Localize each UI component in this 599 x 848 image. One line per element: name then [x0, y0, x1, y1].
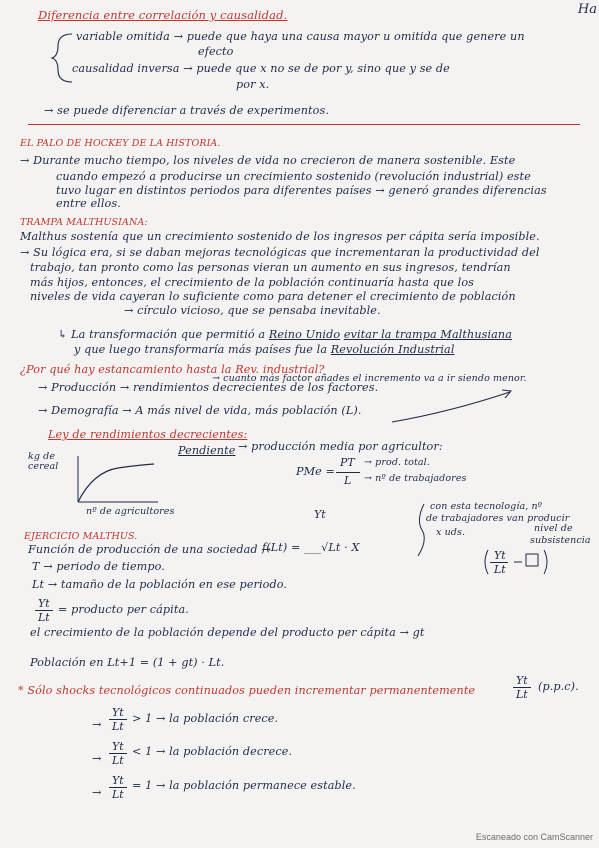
production-function-text: Función de producción de una sociedad → [28, 543, 271, 556]
malthus-text-4: más hijos, entonces, el crecimiento de la población continuaría hasta que los [30, 276, 474, 289]
l-denominator: L [344, 474, 352, 487]
l-definition: → nº de trabajadores [364, 473, 467, 484]
production-text: → Producción → rendimientos decrecientes de los factores. [38, 381, 379, 394]
brace-note-2: de trabajadores van producir [426, 513, 570, 524]
malthus-text-2: → Su lógica era, si se daban mejoras tecnológicas que incrementaran la productividad del [20, 246, 540, 259]
section-title-hockey: EL PALO DE HOCKEY DE LA HISTORIA. [20, 138, 221, 149]
reverse-causality-text-cont: por x. [236, 78, 270, 91]
malthus-text-3: trabajo, tan pronto como las personas vieran un aumento en sus ingresos, tendrían [30, 261, 511, 274]
star-ppc-text: (p.p.c). [538, 680, 579, 693]
fraction-bar [336, 472, 360, 473]
result3-denominator: Lt [112, 788, 124, 801]
arrow-result-1: → [92, 718, 102, 731]
section-title-diminishing: Ley de rendimientos decrecientes: [48, 428, 248, 441]
industrial-revolution-text: Revolución Industrial [330, 343, 455, 356]
pme-label: PMe = [296, 465, 336, 478]
stagnation-question: ¿Por qué hay estancamiento hasta la Rev. industrial? [20, 363, 325, 376]
arrow-result-2: → [92, 752, 102, 765]
scanner-watermark: Escaneado con CamScanner [475, 832, 593, 842]
population-next-period-text: Población en Lt+1 = (1 + gt) · Lt. [30, 656, 225, 669]
brace-note-1: con esta tecnología, nº [430, 501, 543, 512]
pt-numerator: PT [340, 456, 355, 469]
demography-text: → Demografía → A más nivel de vida, más población (L). [38, 404, 362, 417]
per-capita-denominator: Lt [38, 611, 50, 624]
result1-numerator: Yt [112, 706, 124, 719]
malthus-text-6: → círculo vicioso, que se pensaba inevitable. [124, 304, 381, 317]
tech-shocks-text: * Sólo shocks tecnológicos continuados pueden incrementar permanentemente [18, 684, 476, 697]
section-title-exercise: EJERCICIO MALTHUS. [24, 531, 138, 542]
result2-numerator: Yt [112, 740, 124, 753]
uk-text: Reino Unido [268, 328, 341, 341]
per-capita-text: = producto per cápita. [58, 603, 189, 616]
malthus-text-5: niveles de vida cayeran lo suficiente como para detener el crecimiento de población [30, 290, 516, 303]
industrial-prefix-text: y que luego transformaría más países fue la [74, 343, 331, 356]
slope-label: Pendiente [178, 444, 236, 457]
experiments-text: → se puede diferenciar a través de experimentos. [44, 104, 329, 117]
reverse-causality-text: causalidad inversa → puede que x no se de por y, sino que y se de [72, 62, 450, 75]
slope-definition: → producción media por agricultor: [238, 440, 443, 453]
hockey-text-1: → Durante mucho tiempo, los niveles de vida no crecieron de manera sostenible. Este [20, 154, 516, 167]
section-title-correlation: Diferencia entre correlación y causalidad. [38, 8, 288, 22]
subsistence-label-1: nivel de [534, 523, 573, 534]
hockey-text-2: cuando empezó a producirse un crecimiento sostenido (revolución industrial) este [56, 170, 531, 183]
yt-lt-denominator: Lt [494, 563, 506, 576]
omitted-variable-text-cont: efecto [198, 45, 234, 58]
yt-top-label: Yt [314, 508, 326, 521]
hockey-text-4: entre ellos. [56, 197, 121, 210]
subsistence-expression-icon [482, 548, 552, 578]
corner-mark: Ha [577, 2, 597, 17]
result2-denominator: Lt [112, 754, 124, 767]
yt-lt-numerator: Yt [494, 549, 506, 562]
hockey-text-3: tuvo lugar en distintos periodos para diferentes países → generó grandes diferencias [56, 184, 547, 197]
per-capita-numerator: Yt [38, 597, 50, 610]
population-grows-text: > 1 → la población crece. [132, 712, 279, 725]
result1-denominator: Lt [112, 720, 124, 733]
bullet-period: T → periodo de tiempo. [32, 560, 165, 573]
axis-x-label: nº de agricultores [86, 506, 175, 517]
population-stable-text: = 1 → la población permanece estable. [132, 779, 356, 792]
integral-brace-icon [412, 500, 432, 560]
star-frac-denominator: Lt [516, 688, 528, 701]
section-title-malthus-trap: TRAMPA MALTHUSIANA: [20, 217, 148, 228]
population-decreases-text: < 1 → la población decrece. [132, 745, 293, 758]
omitted-variable-text: variable omitida → puede que haya una causa mayor u omitida que genere un [76, 30, 525, 43]
subsistence-label-2: subsistencia [530, 535, 591, 546]
pt-definition: → prod. total. [364, 457, 430, 468]
brace-note-3: x uds. [436, 527, 466, 538]
population-growth-text: el crecimiento de la población depende del producto per cápita → gt [30, 626, 425, 639]
arrow-result-3: → [92, 786, 102, 799]
transformation-text: ↳ La transformación que permitió a [58, 328, 269, 341]
production-note: → cuanto más factor añades el incremento va a ir siendo menor. [212, 373, 527, 384]
axis-y-label: kg de cereal [28, 451, 59, 472]
malthus-text-1: Malthus sostenía que un crecimiento sostenido de los ingresos per cápita sería imposible. [20, 230, 540, 243]
bullet-population-size: Lt → tamaño de la población en ese periodo. [32, 578, 288, 591]
avoid-trap-text: evitar la trampa Malthusiana [343, 328, 513, 341]
star-frac-numerator: Yt [516, 674, 528, 687]
result3-numerator: Yt [112, 774, 124, 787]
production-equation: f(Lt) = ___√Lt · X [262, 541, 360, 554]
